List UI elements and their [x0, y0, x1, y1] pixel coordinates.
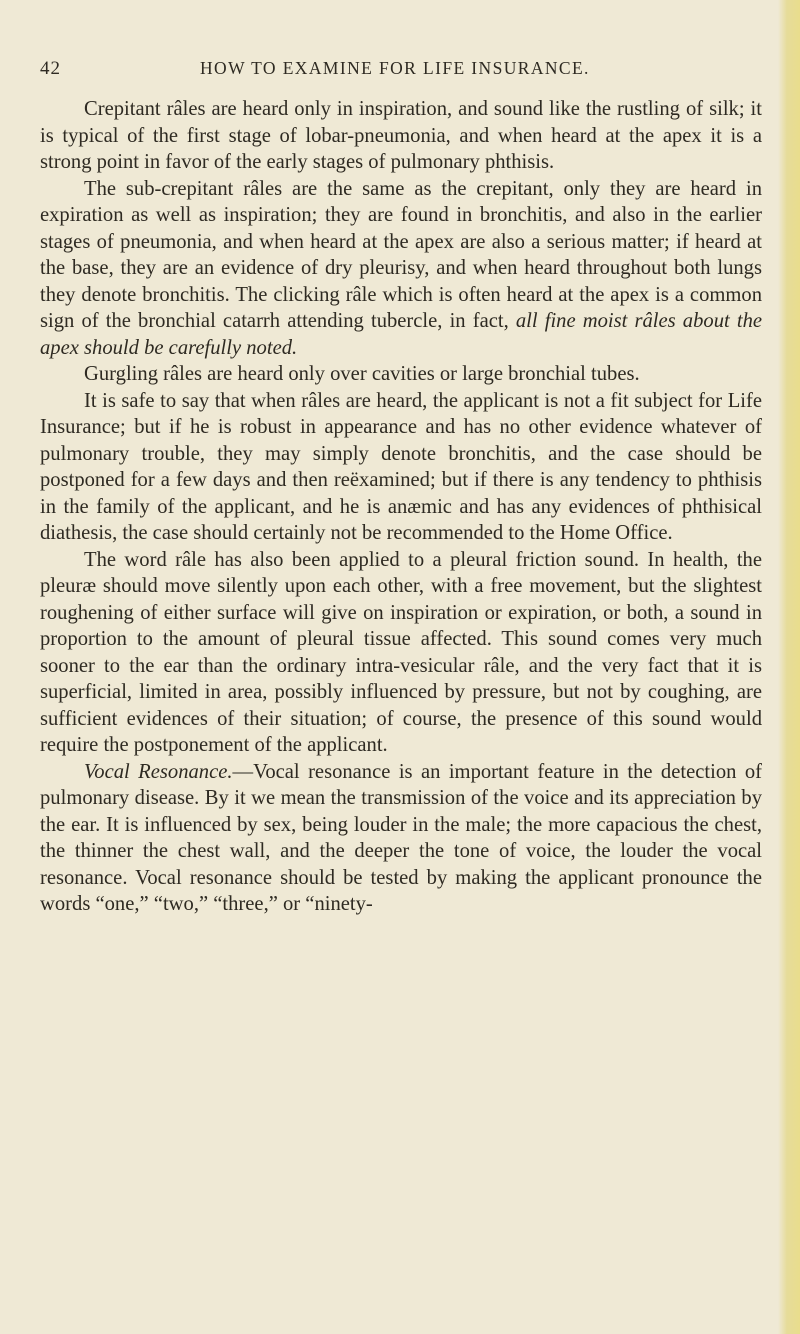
- paragraph-life-insurance: It is safe to say that when râles are heard, the applicant is not a fit subject for Life Insurance; but if he is robust in appearance and has no other evidence whatever of pulmonary trouble, they may simply denote bronchitis, and the case should be postponed for a few days and then reëxamined; but if there is any tendency to phthisis in the family of the applicant, and he is anæmic and has any evidences of phthisical diathesis, the case should certainly not be recommended to the Home Office.: [40, 389, 762, 544]
- body-text: [40, 96, 762, 918]
- paragraph-pleural-friction: The word râle has also been applied to a pleural friction sound. In health, the pleuræ should move silently upon each other, with a free movement, but the slightest roughening of either surface will give on inspiration or expiration, or both, a sound in proportion to the amount of pleural tissue affected. This sound comes very much sooner to the ear than the ordinary intra-vesicular râle, and the very fact that it is superficial, limited in area, possibly influenced by pressure, but not by coughing, are sufficient evidences of their situation; of course, the presence of this sound would require the postponement of the applicant.: [40, 548, 762, 756]
- paragraph-vocal-resonance: [40, 759, 762, 918]
- emphasis-text: all fine moist râles about the apex should be carefully noted.: [40, 310, 763, 359]
- section-heading: Vocal Resonance.: [84, 760, 233, 783]
- paragraph-gurgling: Gurgling râles are heard only over cavities or large bronchial tubes.: [84, 363, 640, 385]
- paragraph-sub-crepitant: [40, 176, 762, 362]
- paragraph-crepitant: Crepitant râles are heard only in inspiration, and sound like the rustling of silk; it is typical of the first stage of lobar-pneumonia, and when heard at the apex it is a strong point in favor of the early stages of pulmonary phthisis.: [40, 98, 762, 173]
- page-edge: [778, 0, 800, 1334]
- page-header: [40, 58, 760, 88]
- paragraph-text: The sub-crepitant râles are the same as the crepitant, only they are heard in expiration as well as inspiration; they are found in bronchitis, and also in the earlier stages of pneumonia, and when heard at the apex are also a serious matter; if heard at the base, they are an evidence of dry pleurisy, and when heard throughout both lungs they denote bronchitis. The clicking râle which is often heard at the apex is a common sign of the bronchial catarrh attending tubercle, in fact,: [40, 177, 762, 332]
- page-number: 42: [40, 58, 61, 79]
- running-title: HOW TO EXAMINE FOR LIFE INSURANCE.: [200, 58, 590, 78]
- paragraph-text: —Vocal resonance is an important feature in the detection of pulmonary disease. By it we mean the transmission of the voice and its appreciation by the ear. It is influenced by sex, being louder in the male; the more capacious the chest, the thinner the chest wall, and the deeper the tone of voice, the louder the vocal resonance. Vocal resonance should be tested by making the applicant pronounce the words “one,” “two,” “three,” or “ninety-: [40, 760, 762, 915]
